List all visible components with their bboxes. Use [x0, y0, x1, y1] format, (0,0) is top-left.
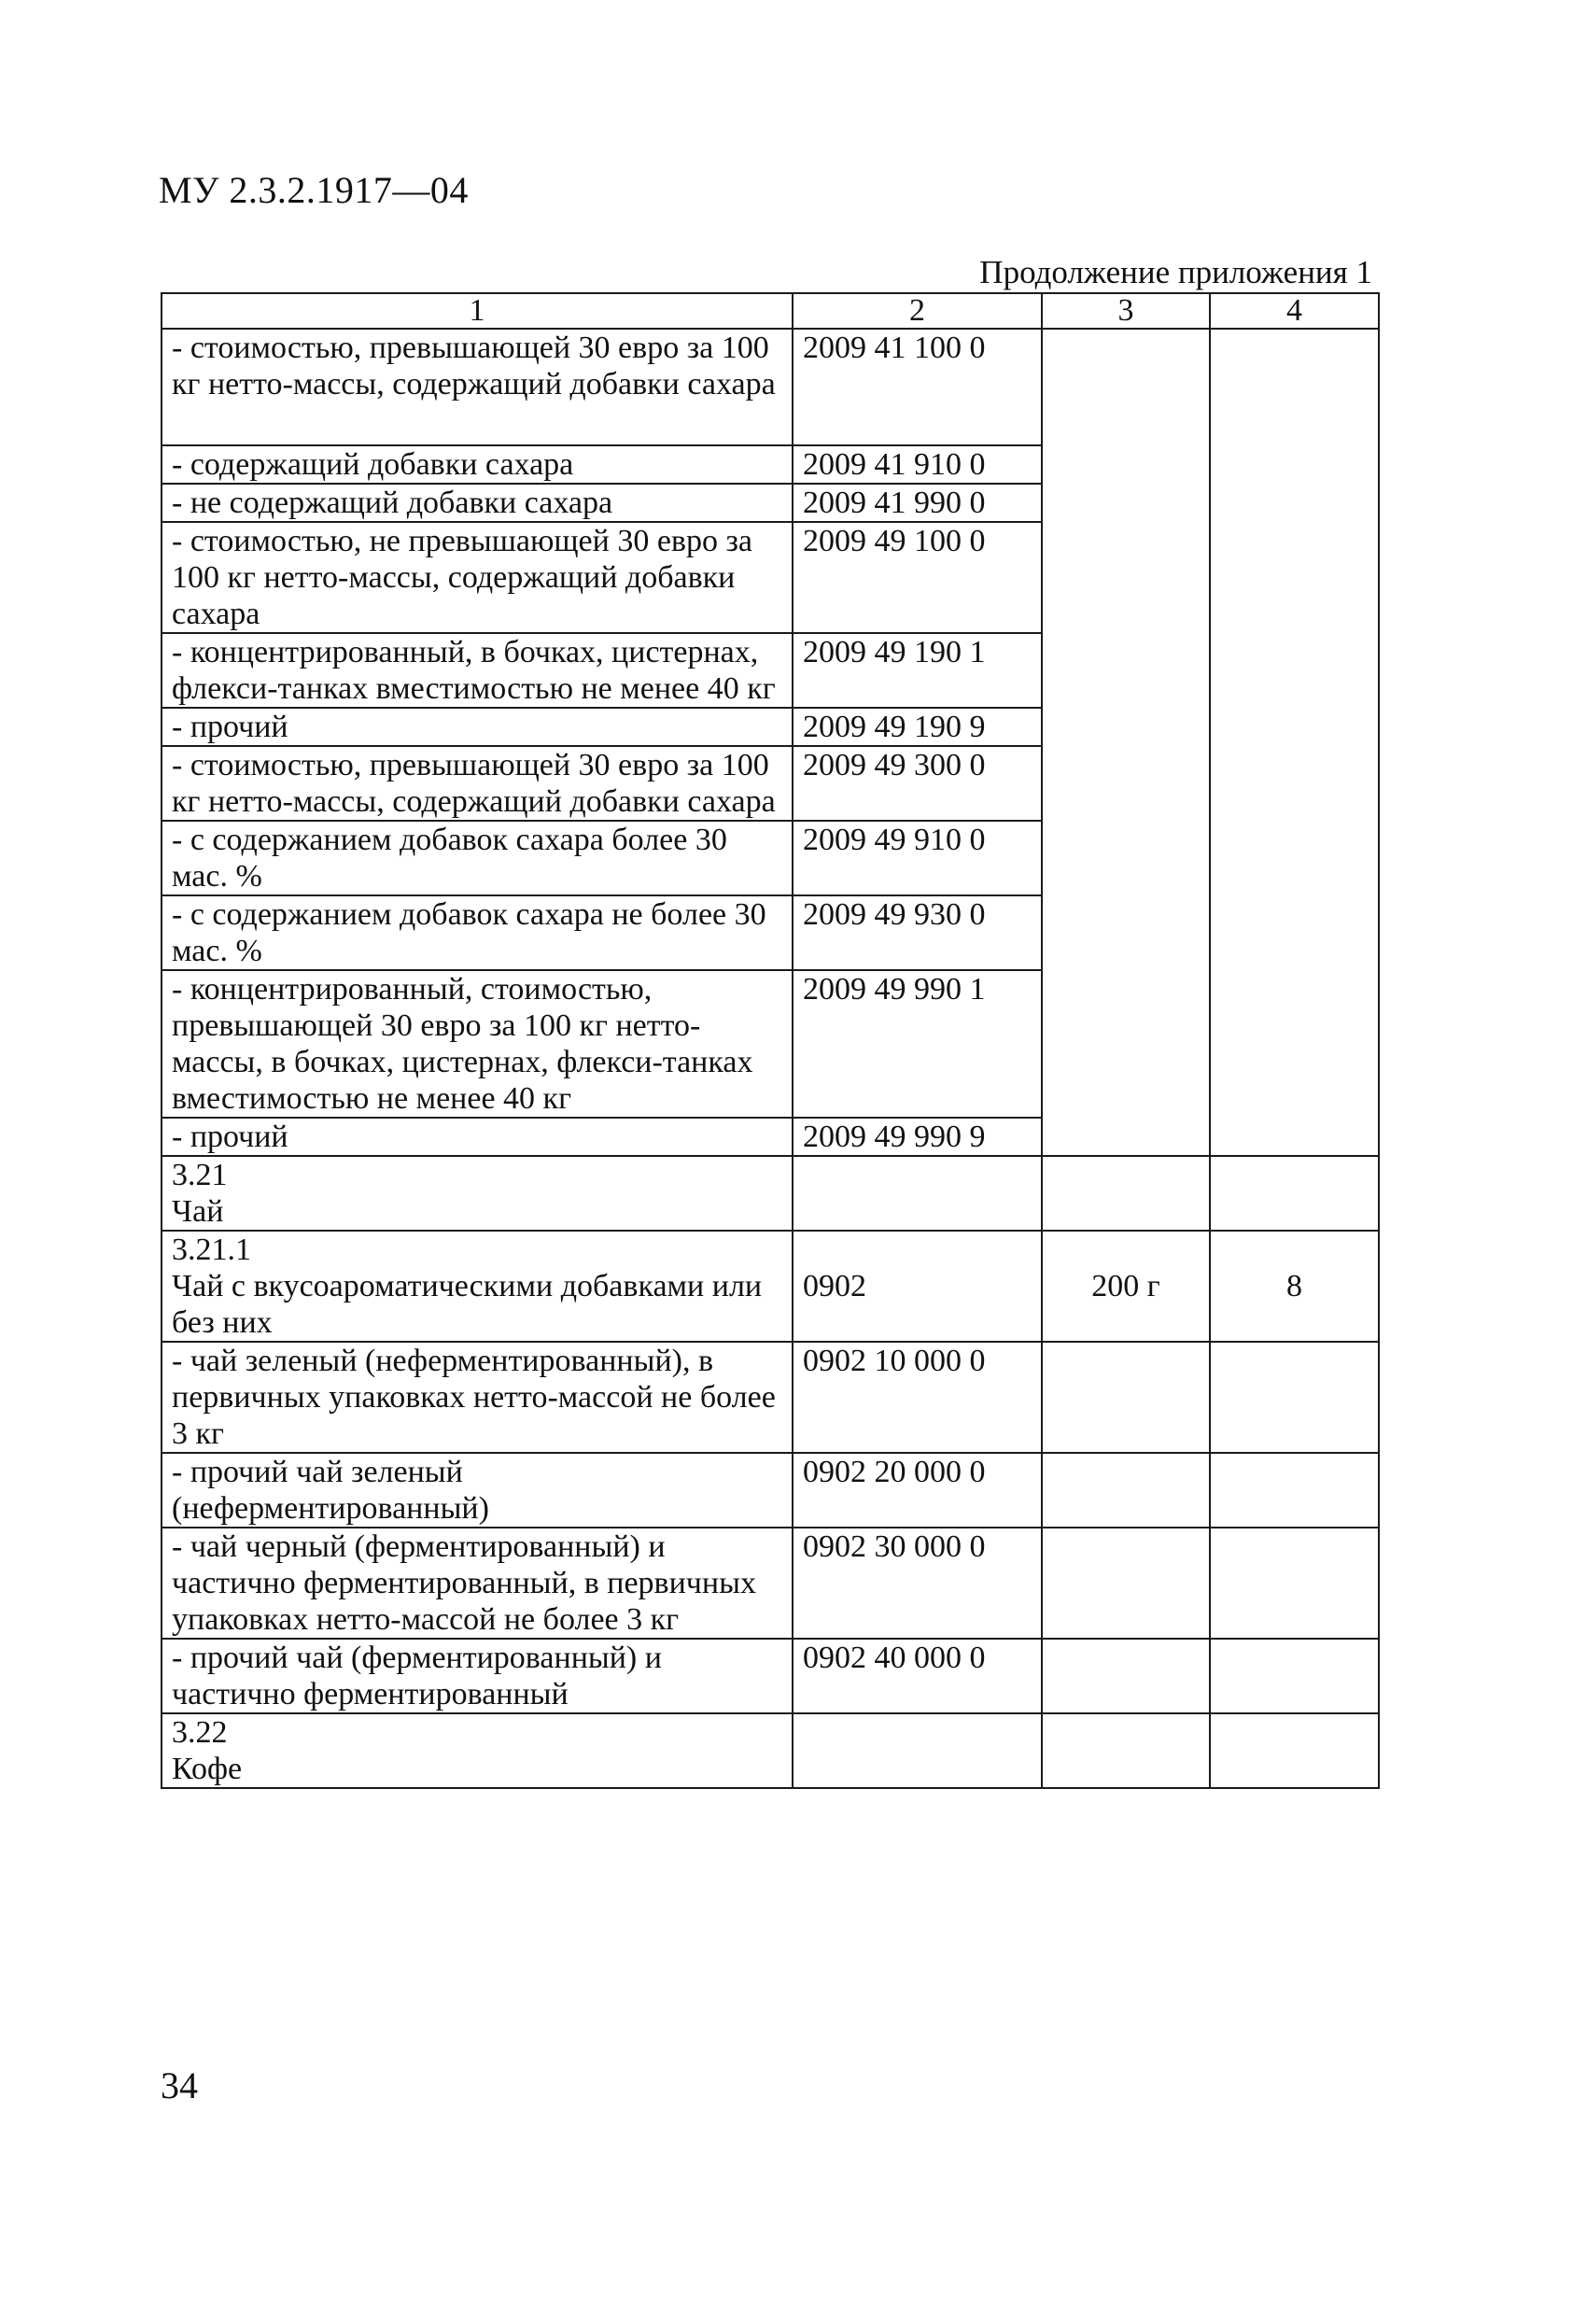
header-row	[162, 293, 1379, 329]
product-code: 0902 10 000 0	[793, 1342, 1042, 1453]
product-name: - прочий	[162, 1118, 793, 1156]
column-header: 3	[1042, 293, 1210, 329]
table-row	[162, 1639, 1379, 1713]
page-number: 34	[161, 2064, 198, 2106]
product-name: - чай зеленый (неферментированный), в первичных упаковках нетто-массой не более 3 кг	[162, 1342, 793, 1453]
product-code: 2009 49 990 1	[793, 970, 1042, 1118]
product-name: - концентрированный, стоимостью, превышающей 30 евро за 100 кг нетто-массы, в бочках, цистернах, флекси-танках вместимостью не менее 40 кг	[162, 970, 793, 1118]
product-code: 2009 49 300 0	[793, 746, 1042, 821]
table-row	[162, 1528, 1379, 1639]
quantity-cell	[1210, 1342, 1379, 1453]
product-code: 2009 41 910 0	[793, 445, 1042, 484]
section-title: Чай	[172, 1194, 224, 1229]
product-name: - содержащий добавки сахара	[162, 445, 793, 484]
product-name: - с содержанием добавок сахара не более 30 мас. %	[162, 895, 793, 970]
section-row	[162, 1713, 1379, 1788]
norm-cell: 200 г	[1042, 1231, 1210, 1342]
column-header: 2	[793, 293, 1042, 329]
product-name: - стоимостью, превышающей 30 евро за 100 кг нетто-массы, содержащий добавки сахара	[162, 746, 793, 821]
continuation-label: Продолжение приложения 1	[979, 254, 1372, 290]
section-cell	[162, 1231, 793, 1342]
product-code: 2009 41 100 0	[793, 329, 1042, 445]
table-row	[162, 329, 1379, 445]
product-name: - прочий чай (ферментированный) и частично ферментированный	[162, 1639, 793, 1713]
section-row	[162, 1231, 1379, 1342]
section-row	[162, 1156, 1379, 1231]
product-code: 2009 49 930 0	[793, 895, 1042, 970]
product-code: 2009 41 990 0	[793, 484, 1042, 522]
quantity-cell	[1210, 1156, 1379, 1231]
section-number: 3.22	[172, 1715, 228, 1750]
empty-cell	[1042, 329, 1210, 1156]
section-title: Кофе	[172, 1752, 243, 1786]
product-name: - прочий	[162, 708, 793, 746]
norm-cell	[1042, 1713, 1210, 1788]
section-cell	[162, 1156, 793, 1231]
norm-cell	[1042, 1156, 1210, 1231]
norm-cell	[1042, 1528, 1210, 1639]
product-name: - не содержащий добавки сахара	[162, 484, 793, 522]
product-code: 2009 49 190 1	[793, 633, 1042, 708]
product-code: 0902 40 000 0	[793, 1639, 1042, 1713]
section-number: 3.21.1	[172, 1232, 251, 1267]
quantity-cell	[1210, 1713, 1379, 1788]
product-name: - прочий чай зеленый (неферментированный)	[162, 1453, 793, 1528]
section-cell	[162, 1713, 793, 1788]
column-header: 1	[162, 293, 793, 329]
product-code	[793, 1156, 1042, 1231]
column-header: 4	[1210, 293, 1379, 329]
quantity-cell	[1210, 1639, 1379, 1713]
product-code	[793, 1713, 1042, 1788]
product-name: - чай черный (ферментированный) и частично ферментированный, в первичных упаковках нетто-массой не более 3 кг	[162, 1528, 793, 1639]
norm-cell	[1042, 1453, 1210, 1528]
product-code: 2009 49 910 0	[793, 821, 1042, 895]
empty-cell	[1210, 329, 1379, 1156]
product-code: 2009 49 190 9	[793, 708, 1042, 746]
product-name: - стоимостью, превышающей 30 евро за 100 кг нетто-массы, содержащий добавки сахара	[162, 329, 793, 445]
product-name: - концентрированный, в бочках, цистернах, флекси-танках вместимостью не менее 40 кг	[162, 633, 793, 708]
product-code: 0902 20 000 0	[793, 1453, 1042, 1528]
norm-cell	[1042, 1639, 1210, 1713]
quantity-cell	[1210, 1453, 1379, 1528]
appendix-table	[161, 292, 1380, 1789]
product-name: - стоимостью, не превышающей 30 евро за 100 кг нетто-массы, содержащий добавки сахара	[162, 522, 793, 633]
product-code: 2009 49 990 9	[793, 1118, 1042, 1156]
product-code: 2009 49 100 0	[793, 522, 1042, 633]
section-number: 3.21	[172, 1158, 228, 1192]
table-row	[162, 1342, 1379, 1453]
product-code: 0902	[793, 1231, 1042, 1342]
quantity-cell	[1210, 1528, 1379, 1639]
norm-cell	[1042, 1342, 1210, 1453]
product-name: - с содержанием добавок сахара более 30 мас. %	[162, 821, 793, 895]
quantity-cell: 8	[1210, 1231, 1379, 1342]
table-row	[162, 1453, 1379, 1528]
document-code: МУ 2.3.2.1917—04	[159, 169, 469, 211]
product-code: 0902 30 000 0	[793, 1528, 1042, 1639]
section-title: Чай с вкусоароматическими добавками или без них	[172, 1269, 763, 1340]
